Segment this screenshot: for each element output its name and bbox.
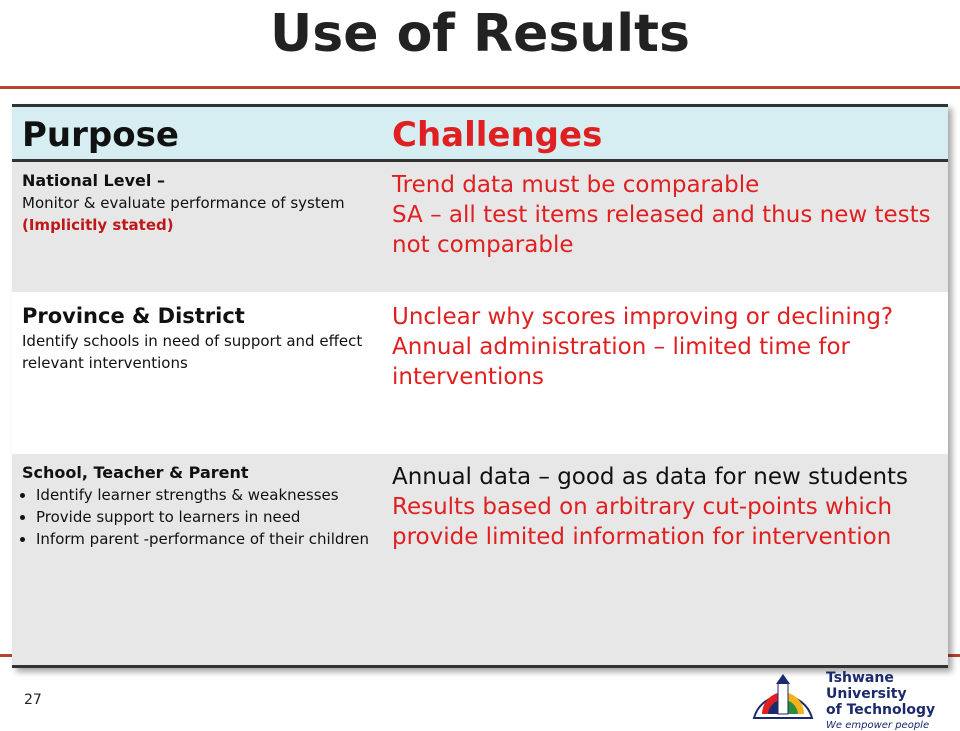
challenge-text: Annual administration – limited time for interventions bbox=[392, 334, 851, 390]
logo-tagline: We empower people bbox=[826, 720, 930, 731]
header-challenges: Challenges bbox=[392, 115, 603, 155]
logo-name-line1: Tshwane University bbox=[826, 670, 907, 702]
challenge-text: Results based on arbitrary cut-points which provide limited information for intervention bbox=[392, 494, 893, 550]
purpose-description: Monitor & evaluate performance of system (Implicitly stated) bbox=[22, 194, 345, 234]
list-item: • Identify learner strengths & weaknesses bbox=[36, 484, 376, 506]
purpose-bullet-list bbox=[22, 484, 376, 550]
table-row bbox=[12, 296, 948, 452]
challenge-text: Unclear why scores improving or declining? bbox=[392, 304, 894, 330]
table-row bbox=[12, 162, 948, 292]
logo-name-line2: of Technology bbox=[826, 702, 936, 718]
page-number: 27 bbox=[24, 692, 42, 708]
table-row bbox=[12, 454, 948, 668]
list-item: • Inform parent -performance of their children bbox=[36, 528, 376, 550]
challenge-text: Annual data – good as data for new students bbox=[392, 464, 909, 490]
implicit-note: (Implicitly stated) bbox=[22, 216, 174, 234]
challenge-text: SA – all test items released and thus new tests not comparable bbox=[392, 202, 931, 258]
challenge-text: Trend data must be comparable bbox=[392, 172, 760, 198]
purpose-description: Identify schools in need of support and effect relevant interventions bbox=[22, 332, 363, 372]
level-label: Province & District bbox=[22, 304, 245, 328]
table-header-row bbox=[12, 104, 948, 162]
header-purpose: Purpose bbox=[22, 115, 179, 155]
university-logo bbox=[748, 664, 958, 731]
level-label: School, Teacher & Parent bbox=[22, 463, 249, 482]
tut-emblem-icon bbox=[748, 664, 818, 720]
level-label: National Level – bbox=[22, 171, 165, 190]
list-item: • Provide support to learners in need bbox=[36, 506, 376, 528]
results-table bbox=[12, 104, 948, 668]
top-rule bbox=[0, 86, 960, 89]
slide-title: Use of Results bbox=[270, 4, 690, 64]
